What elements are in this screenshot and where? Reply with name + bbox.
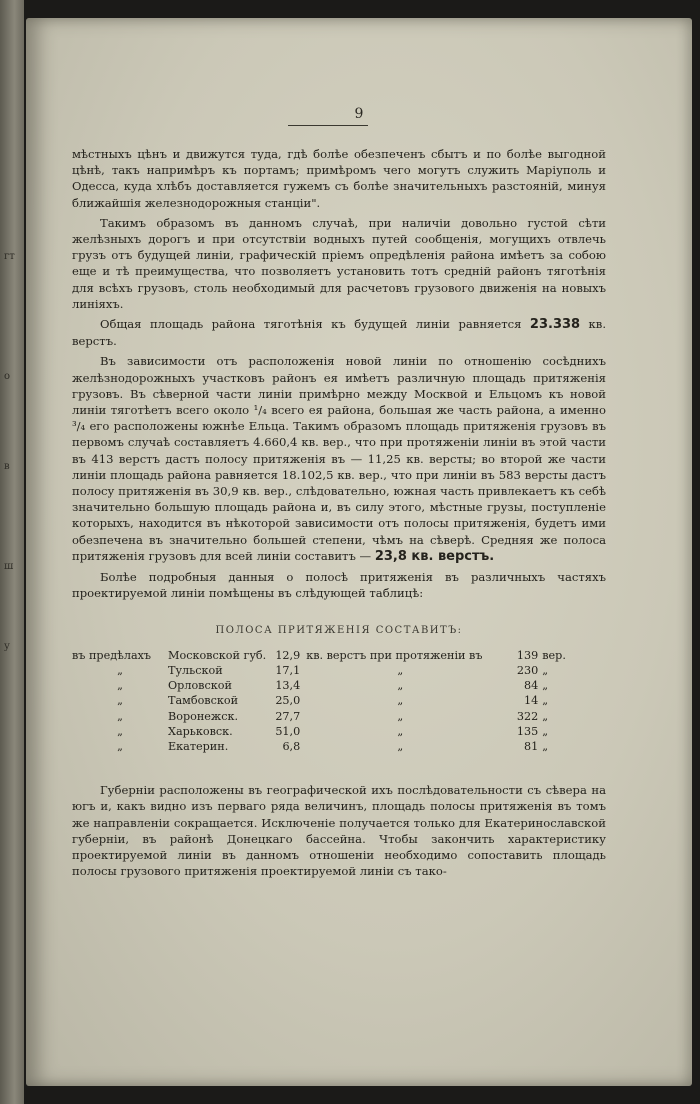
length-value: 139 (516, 648, 539, 662)
band-value: 13,4 (275, 679, 301, 693)
gubernia-name: Екатерин. (168, 739, 229, 753)
row-unit: „ (542, 709, 549, 723)
total-area-number: 23.338 (529, 317, 581, 333)
table-row (72, 678, 606, 693)
gubernia-name: Тульской (168, 663, 223, 677)
previous-page-edge (0, 0, 24, 1104)
gubernia-name: Воронежск. (168, 709, 239, 723)
average-band-number: 23,8 кв. верстъ. (374, 548, 495, 564)
table-row (72, 724, 606, 739)
table-row (72, 663, 606, 678)
row-prefix: „ (117, 694, 123, 708)
page-number: 9 (354, 106, 364, 122)
table-caption: ПОЛОСА ПРИТЯЖЕНІЯ СОСТАВИТЪ: (215, 625, 463, 637)
band-value: 12,9 (275, 648, 301, 662)
row-unit: вер. (542, 648, 566, 662)
row-middle-text: „ (397, 679, 404, 693)
book-page (26, 18, 692, 1086)
previous-page-fragment: о (4, 371, 11, 382)
gubernia-name: Харьковск. (168, 724, 233, 738)
table-row (72, 648, 606, 663)
previous-page-fragment: в (4, 461, 10, 472)
paragraph-3-text: Общая площадь района тяготѣнія къ будущей линіи равняется (100, 317, 522, 332)
table-row (72, 739, 606, 754)
paragraph-4-text: Въ зависимости отъ расположенія новой линіи по отношенію сосѣднихъ желѣзнодорожныхъ участковъ районъ ея имѣетъ различную площадь притяженія грузовъ. Въ сѣверной части линіи примѣрно между Москвой и Ельцомъ къ новой линіи тяготѣетъ всего около ¹/₄ всего ея района, большая же часть района, а именно ³/₄ его расположены южнѣе Ельца. Такимъ образомъ площадь притяженія грузовъ въ первомъ случаѣ составляетъ 4.660,4 кв. вер., что при протяженіи линіи въ этой части въ 413 верстъ дастъ полосу притяженія въ — 11,25 кв. версты; во второй же части линіи площадь района равняется 18.102,5 кв. вер., что при линіи въ 583 версты дастъ полосу притяженія въ 30,9 кв. вер., слѣдовательно, южная часть привлекаетъ къ себѣ значительно большую площадь района и, въ силу этого, мѣстные грузы, поступленіе которыхъ, находится въ нѣкоторой зависимости отъ полосы притяженія, будетъ ими обезпечена въ значительно большей степени, чѣмъ на сѣверѣ. Средняя же полоса притяженія грузовъ для всей линіи составитъ — (72, 354, 606, 563)
row-unit: „ (542, 724, 549, 738)
row-middle-text: „ (397, 694, 404, 708)
row-unit: „ (542, 739, 549, 753)
row-unit: „ (542, 663, 549, 677)
row-prefix: „ (117, 709, 123, 723)
paragraph-5: Болѣе подробныя данныя о полосѣ притяженія въ различныхъ частяхъ проектируемой линіи помѣщены въ слѣдующей таблицѣ: (72, 570, 606, 601)
attraction-band-table (72, 648, 606, 754)
row-middle-text: „ (397, 739, 404, 753)
previous-page-fragment: гт (4, 251, 15, 262)
paragraph-1: мѣстныхъ цѣнъ и движутся туда, гдѣ болѣе обезпеченъ сбытъ и по болѣе выгодной цѣнѣ, такъ напримѣръ къ портамъ; примѣромъ чего могутъ служить Маріуполь и Одесса, куда хлѣбъ доставляется гужемъ съ болѣе значительныхъ разстояній, минуя ближайшія железнодорожныя станціи". (72, 147, 606, 210)
page-number-rule (288, 125, 368, 126)
paragraph-3 (72, 316, 606, 349)
band-value: 17,1 (275, 663, 301, 677)
total-area-unit: кв. верстъ. (72, 317, 607, 349)
length-value: 84 (523, 679, 539, 693)
row-unit: „ (542, 679, 549, 693)
table-row (72, 709, 606, 724)
band-value: 51,0 (275, 724, 301, 738)
paragraph-2: Такимъ образомъ въ данномъ случаѣ, при наличіи довольно густой сѣти желѣзныхъ дорогъ и при отсутствіи водныхъ путей сообщенія, могущихъ отвлечь грузъ отъ будущей линіи, графическій пріемъ опредѣленія района имѣетъ за собою еще и тѣ преимущества, что позволяетъ установить тотъ средній районъ тяготѣнія для всѣхъ грузовъ, столь необходимый для расчетовъ грузового движенія на новыхъ линіяхъ. (72, 215, 606, 311)
previous-page-fragment: ш (4, 561, 14, 572)
row-prefix: „ (117, 663, 123, 677)
row-middle-text: „ (397, 724, 404, 738)
row-middle-text: „ (397, 663, 404, 677)
length-value: 322 (516, 709, 539, 723)
band-value: 25,0 (275, 694, 301, 708)
gubernia-name: Тамбовской (168, 694, 239, 708)
row-prefix: „ (117, 724, 123, 738)
previous-page-fragment: у (4, 641, 10, 652)
band-value: 27,7 (275, 709, 301, 723)
gubernia-name: Московской губ. (168, 648, 267, 662)
row-middle-text: „ (397, 709, 404, 723)
row-middle-text: кв. верстъ при протяженіи въ (306, 648, 483, 662)
gubernia-name: Орловской (168, 679, 232, 693)
paragraph-6: Губерніи расположены въ географической ихъ послѣдовательности съ сѣвера на югъ и, какъ видно изъ перваго ряда величинъ, площадь полосы притяженія въ томъ же направленіи сокращается. Исключеніе получается только для Екатеринославской губерніи, въ районѣ Донецкаго бассейна. Чтобы закончить характеристику проектируемой линіи въ данномъ отношеніи необходимо сопоставить площадь полосы грузового притяженія проектируемой линіи съ тако- (72, 783, 606, 879)
row-prefix: „ (117, 739, 123, 753)
length-value: 230 (516, 663, 539, 677)
band-value: 6,8 (282, 739, 301, 753)
page-content (72, 146, 606, 879)
length-value: 135 (516, 724, 539, 738)
paragraph-4 (72, 353, 606, 565)
row-unit: „ (542, 694, 549, 708)
length-value: 81 (523, 739, 539, 753)
row-prefix: въ предѣлахъ (72, 648, 152, 662)
row-prefix: „ (117, 679, 123, 693)
length-value: 14 (523, 694, 539, 708)
table-row (72, 693, 606, 708)
